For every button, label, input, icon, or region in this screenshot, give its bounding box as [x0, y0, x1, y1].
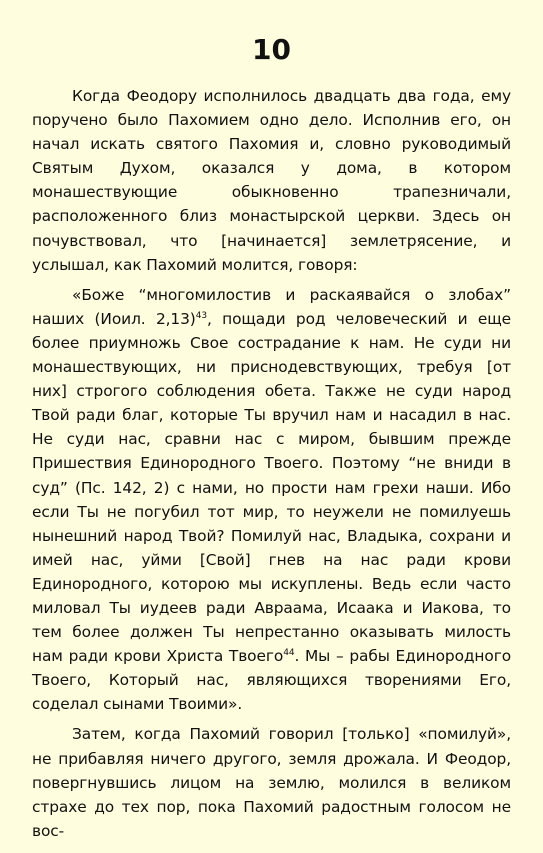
prayer-text-part-1: «Боже “многомилостив и раскаявайся о злобах” наших (Иоил. 2,13): [32, 285, 511, 328]
footnote-ref-44: 44: [283, 648, 295, 659]
prayer-text-part-2: , пощади род человеческий и еще более приумножь Свое сострадание к нам. Не суди ни монашествующих, ни приснодевствующих, требуя [от них] строгого соблюдения обета. Также не суди народ Твой ради благ, которые Ты вручил нам и насадил в нас. Не суди нас, сравни нас с миром, бывшим прежде Пришествия Единородного Твоего. Поэтому “не вниди в суд” (Пс. 142, 2) с нами, но прости нам грехи наши. Ибо если Ты не погубил тот мир, то неужели не помилуешь нынешний народ Твой? Помилуй нас, Владыка, сохрани и имей нас, уйми [Свой] гнев на нас ради крови Единородного, которою мы искуплены. Ведь если часто миловал Ты иудеев ради Авраама, Исаака и Иакова, то тем более должен Ты непрестанно оказывать милость нам ради крови Христа Твоего: [32, 309, 511, 666]
paragraph-3: Затем, когда Пахомий говорил [только] «помилуй», не прибавляя ничего другого, земля дрожала. И Феодор, повергнувшись лицом на землю, молился в великом страхе до тех пор, пока Пахомий радостным голосом не вос-: [32, 725, 511, 840]
paragraph-2-prayer: [32, 283, 511, 717]
paragraph-1: Когда Феодору исполнилось двадцать два года, ему поручено было Пахомием одно дело. Исполнив его, он начал искать святого Пахомия и, словно руководимый Святым Духом, оказался у дома, в котором монашествующие обыкновенно трапезничали, расположенного близ монастырской церкви. Здесь он почувствовал, что [начинается] землетрясение, и услышал, как Пахомий молится, говоря:: [32, 87, 511, 274]
book-page: [32, 30, 511, 849]
chapter-number: 10: [252, 33, 291, 66]
footnote-ref-43: 43: [195, 310, 207, 321]
prayer-text-part-3: . Мы – рабы Единородного Твоего, Который нас, являющихся творениями Его, соделал сынами Твоими».: [32, 647, 512, 714]
